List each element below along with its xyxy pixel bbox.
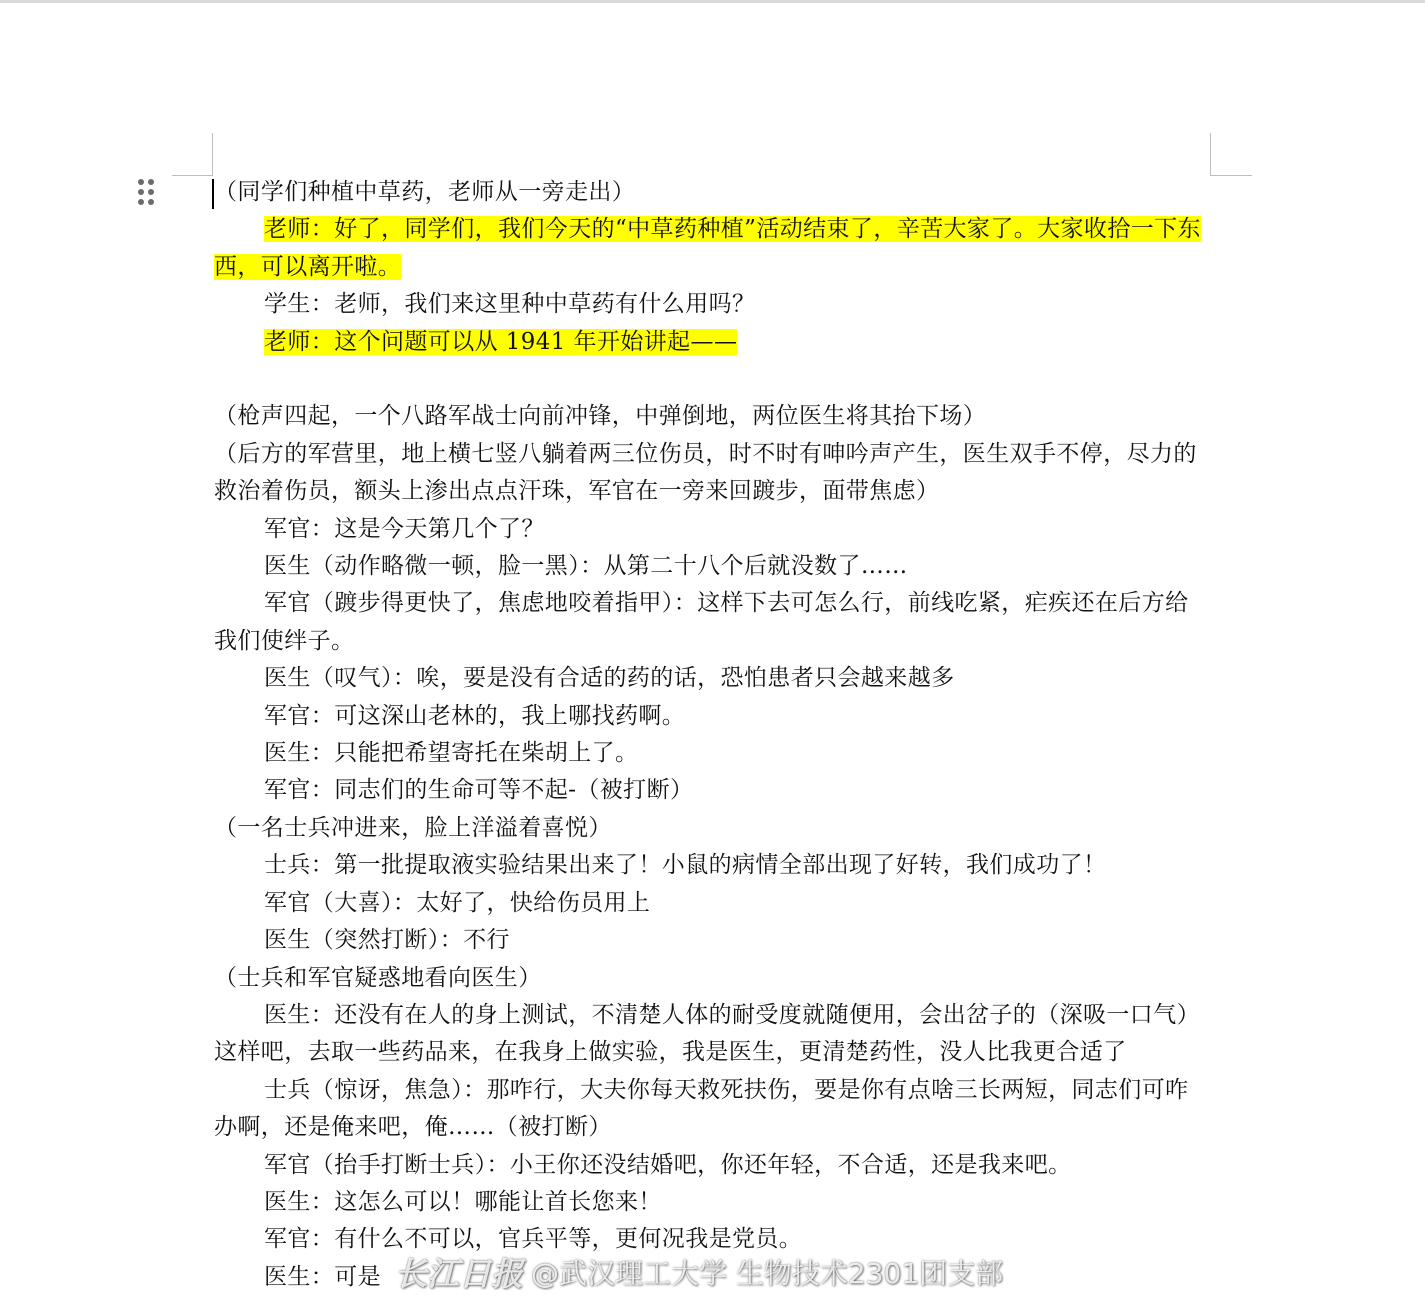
document-paragraph[interactable]	[214, 885, 1210, 922]
document-paragraph[interactable]	[214, 1221, 1210, 1258]
document-paragraph[interactable]	[214, 548, 1210, 585]
crop-mark-top-right	[1210, 133, 1211, 175]
paragraph-text: （后方的军营里，地上横七竖八躺着两三位伤员，时不时有呻吟声产生，医生双手不停，尽力的救治着伤员，额头上渗出点点汗珠，军官在一旁来回踱步，面带焦虑）	[214, 440, 1197, 505]
document-paragraph[interactable]	[214, 698, 1210, 735]
crop-mark-top-left	[212, 133, 213, 175]
paragraph-text: 士兵（惊讶，焦急）：那咋行，大夫你每天救死扶伤，要是你有点啥三长两短，同志们可咋办啊，还是俺来吧，俺……（被打断）	[214, 1076, 1189, 1141]
paragraph-text: 军官：可这深山老林的，我上哪找药啊。	[264, 702, 686, 729]
document-paragraph[interactable]	[214, 1147, 1210, 1184]
document-paragraph[interactable]	[214, 511, 1210, 548]
document-paragraph[interactable]	[214, 211, 1210, 286]
paragraph-text: 学生：老师，我们来这里种中草药有什么用吗？	[264, 291, 756, 318]
document-paragraph[interactable]	[214, 174, 1210, 211]
paragraph-text: 军官：这是今天第几个了？	[264, 515, 545, 542]
crop-mark-top-left	[172, 175, 213, 176]
paragraph-text: （士兵和军官疑惑地看向医生）	[214, 964, 542, 991]
document-paragraph[interactable]	[214, 847, 1210, 884]
document-paragraph[interactable]	[214, 1072, 1210, 1147]
paragraph-text: 医生：只能把希望寄托在柴胡上了。	[264, 740, 639, 767]
paragraph-text: 医生：可是	[264, 1263, 381, 1290]
document-paragraph[interactable]	[214, 922, 1210, 959]
paragraph-text: 军官（抬手打断士兵）：小王你还没结婚吧，你还年轻，不合适，还是我来吧。	[264, 1151, 1072, 1178]
drag-dot	[138, 179, 144, 185]
document-paragraph[interactable]	[214, 398, 1210, 435]
drag-handle-icon[interactable]	[137, 178, 157, 210]
document-paragraph[interactable]	[214, 997, 1210, 1072]
drag-dot	[148, 189, 154, 195]
paragraph-text: 军官：同志们的生命可等不起-（被打断）	[264, 777, 694, 804]
document-paragraph[interactable]	[214, 324, 1210, 361]
document-paragraph[interactable]	[214, 1184, 1210, 1221]
paragraph-text: 士兵：第一批提取液实验结果出来了！小鼠的病情全部出现了好转，我们成功了！	[264, 852, 1107, 879]
paragraph-text: 军官（踱步得更快了，焦虑地咬着指甲）：这样下去可怎么行，前线吃紧，疟疾还在后方给我们使绊子。	[214, 590, 1189, 654]
document-paragraph[interactable]	[214, 810, 1210, 847]
document-paragraph[interactable]	[214, 1259, 1210, 1296]
drag-dot	[148, 199, 154, 205]
paragraph-text: 医生（叹气）：唉，要是没有合适的药的话，恐怕患者只会越来越多	[264, 665, 955, 692]
paragraph-text: 军官：有什么不可以，官兵平等，更何况我是党员。	[264, 1226, 803, 1253]
drag-dot	[138, 189, 144, 195]
document-paragraph[interactable]	[214, 772, 1210, 809]
paragraph-text: 医生（突然打断）：不行	[264, 927, 510, 954]
document-paragraph[interactable]	[214, 436, 1210, 511]
document-paragraph[interactable]	[214, 735, 1210, 772]
crop-mark-top-right	[1210, 175, 1252, 176]
document-paragraph[interactable]	[214, 286, 1210, 323]
paragraph-text: 医生：这怎么可以！哪能让首长您来！	[264, 1188, 662, 1215]
document-paragraph[interactable]	[214, 585, 1210, 660]
paragraph-text: 老师：这个问题可以从 1941 年开始讲起——	[264, 328, 738, 355]
paragraph-text: 医生：还没有在人的身上测试，不清楚人体的耐受度就随便用，会出岔子的（深吸一口气）这样吧，去取一些药品来，在我身上做实验，我是医生，更清楚药性，没人比我更合适了	[214, 1001, 1200, 1066]
drag-dot	[148, 179, 154, 185]
document-body[interactable]	[214, 174, 1210, 1296]
paragraph-text: （同学们种植中草药，老师从一旁走出）	[214, 179, 636, 205]
document-paragraph[interactable]	[214, 660, 1210, 697]
document-paragraph[interactable]	[214, 960, 1210, 997]
document-paragraph[interactable]	[214, 361, 1210, 398]
paragraph-text: 医生（动作略微一顿，脸一黑）：从第二十八个后就没数了……	[264, 553, 908, 580]
paragraph-text: （一名士兵冲进来，脸上洋溢着喜悦）	[214, 814, 612, 841]
drag-dot	[138, 199, 144, 205]
watermark-handle: @武汉理工大学 生物技术2301团支部	[531, 1257, 1004, 1290]
paragraph-text: （枪声四起，一个八路军战士向前冲锋，中弹倒地，两位医生将其抬下场）	[214, 403, 987, 430]
ruler-edge	[0, 0, 1425, 3]
paragraph-text: 军官（大喜）：太好了，快给伤员用上	[264, 889, 651, 916]
paragraph-text: 老师：好了，同学们，我们今天的“中草药种植”活动结束了，辛苦大家了。大家收拾一下东西，可以离开啦。	[214, 216, 1201, 280]
watermark-brand: 长江日报	[395, 1255, 524, 1293]
